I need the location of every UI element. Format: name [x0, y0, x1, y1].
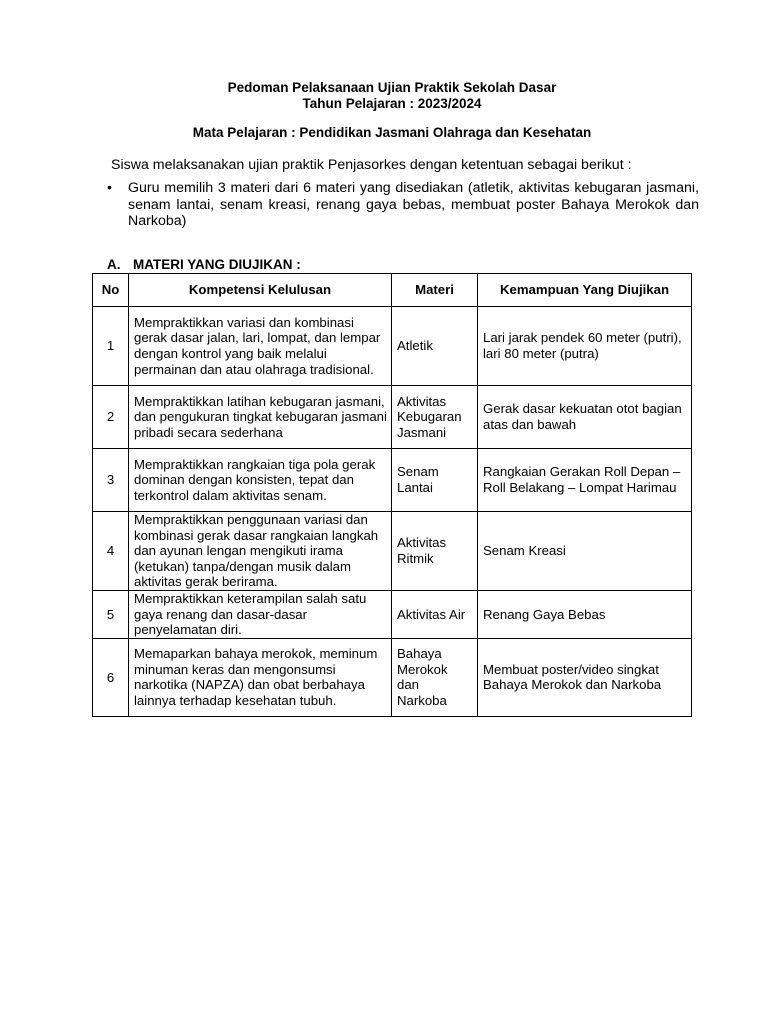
- table-row: [93, 386, 692, 449]
- cell-kompetensi: Mempraktikkan variasi dan kombinasi gerak dasar jalan, lari, lompat, dan lempar dengan kontrol yang baik melalui permainan dan atau olahraga tradisional.: [129, 307, 392, 386]
- cell-no: 4: [93, 512, 129, 591]
- section-title: MATERI YANG DIUJIKAN :: [133, 257, 301, 272]
- header-no: No: [93, 274, 129, 307]
- cell-no: 3: [93, 449, 129, 512]
- header-kemampuan: Kemampuan Yang Diujikan: [478, 274, 692, 307]
- intro-text: Siswa melaksanakan ujian praktik Penjasorkes dengan ketentuan sebagai berikut :: [111, 157, 632, 173]
- header-materi: Materi: [392, 274, 478, 307]
- cell-kompetensi: Mempraktikkan rangkaian tiga pola gerak dominan dengan konsisten, tepat dan terkontrol dalam aktivitas senam.: [129, 449, 392, 512]
- cell-materi: Bahaya Merokok dan Narkoba: [392, 638, 478, 716]
- cell-kemampuan: Gerak dasar kekuatan otot bagian atas dan bawah: [478, 386, 692, 449]
- cell-materi: Atletik: [392, 307, 478, 386]
- cell-kompetensi: Mempraktikkan keterampilan salah satu gaya renang dan dasar-dasar penyelamatan diri.: [129, 590, 392, 638]
- cell-materi: Aktivitas Ritmik: [392, 512, 478, 591]
- table-row: [93, 512, 692, 591]
- cell-no: 1: [93, 307, 129, 386]
- cell-kompetensi: Memaparkan bahaya merokok, meminum minuman keras dan mengonsumsi narkotika (NAPZA) dan obat berbahaya lainnya terhadap kesehatan tubuh.: [129, 638, 392, 716]
- table-row: [93, 449, 692, 512]
- bullet-text: Guru memilih 3 materi dari 6 materi yang disediakan (atletik, aktivitas kebugaran jasmani, senam lantai, senam kreasi, renang gaya bebas, membuat poster Bahaya Merokok dan Narkoba): [128, 180, 699, 229]
- subject-title: Mata Pelajaran : Pendidikan Jasmani Olahraga dan Kesehatan: [192, 125, 592, 140]
- table-row: [93, 590, 692, 638]
- cell-materi: Senam Lantai: [392, 449, 478, 512]
- section-heading: [107, 257, 301, 273]
- bullet-icon: •: [107, 180, 112, 196]
- cell-no: 2: [93, 386, 129, 449]
- table-row: [93, 307, 692, 386]
- cell-no: 6: [93, 638, 129, 716]
- list-item: [107, 180, 699, 230]
- cell-kemampuan: Lari jarak pendek 60 meter (putri), lari 80 meter (putra): [478, 307, 692, 386]
- cell-materi: Aktivitas Air: [392, 590, 478, 638]
- cell-kemampuan: Renang Gaya Bebas: [478, 590, 692, 638]
- header-kompetensi: Kompetensi Kelulusan: [129, 274, 392, 307]
- cell-materi: Aktivitas Kebugaran Jasmani: [392, 386, 478, 449]
- section-letter: A.: [107, 257, 121, 272]
- document-title: Pedoman Pelaksanaan Ujian Praktik Sekolah Dasar: [227, 80, 557, 95]
- table-header-row: [93, 274, 692, 307]
- cell-no: 5: [93, 590, 129, 638]
- table-row: [93, 638, 692, 716]
- materi-table: [92, 273, 692, 717]
- cell-kemampuan: Senam Kreasi: [478, 512, 692, 591]
- cell-kompetensi: Mempraktikkan penggunaan variasi dan kombinasi gerak dasar rangkaian langkah dan ayunan lengan mengikuti irama (ketukan) tanpa/dengan musik dalam aktivitas gerak berirama.: [129, 512, 392, 591]
- cell-kompetensi: Mempraktikkan latihan kebugaran jasmani, dan pengukuran tingkat kebugaran jasmani pribadi secara sederhana: [129, 386, 392, 449]
- cell-kemampuan: Membuat poster/video singkat Bahaya Merokok dan Narkoba: [478, 638, 692, 716]
- academic-year: Tahun Pelajaran : 2023/2024: [302, 96, 482, 111]
- cell-kemampuan: Rangkaian Gerakan Roll Depan – Roll Belakang – Lompat Harimau: [478, 449, 692, 512]
